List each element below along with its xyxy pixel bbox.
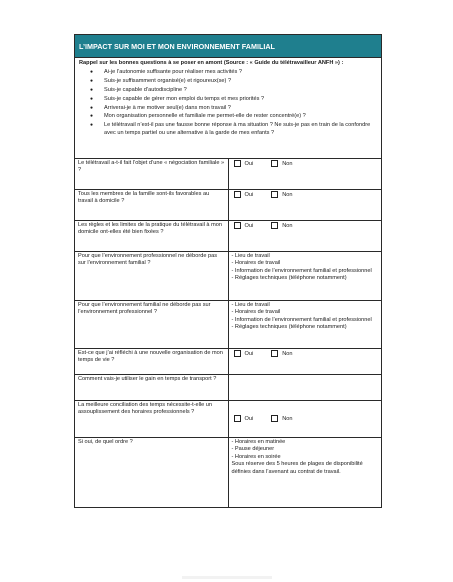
intro-heading: Rappel sur les bonnes questions à se poser en amont (Source : « Guide du télétravailleur ANFH ») : [79,60,344,66]
list-item: - Horaires en matinée [231,439,286,445]
list-item: - Lieu de travail [231,253,270,259]
bullet-text: Mon organisation personnelle et familiale me permet-elle de rester concentré(e) ? [104,113,306,120]
list-item: - Horaires en soirée [231,453,281,460]
question-cell: Si oui, de quel ordre ? [75,438,229,508]
list-item: - Horaires de travail [231,260,281,267]
answer-cell [228,221,382,252]
answer-cell [228,349,382,375]
table-row [75,438,382,508]
question-cell: Tous les membres de la famille sont-ils favorables au travail à domicile ? [75,190,229,221]
yes-label: Oui [244,350,254,357]
answer-list [232,302,379,332]
bullet-icon: ● [90,69,94,76]
bullet-icon: ● [90,95,94,102]
bullet-text: Ai-je l’autonomie suffisante pour réaliser mes activités ? [104,69,242,76]
list-item: - Information de l’environnement familial et professionnel [231,267,372,274]
list-item: - Pause déjeuner [231,446,275,453]
list-item [90,113,377,120]
answer-cell [228,159,382,190]
no-checkbox[interactable] [271,160,278,167]
table-row [75,221,382,252]
list-item [90,105,377,112]
document-page [74,34,382,508]
table-row [75,349,382,375]
list-item: - Lieu de travail [231,302,270,308]
yes-checkbox[interactable] [234,222,241,229]
answer-cell [228,190,382,221]
no-checkbox[interactable] [271,222,278,229]
table-row [75,401,382,438]
list-item: - Réglages techniques (téléphone notamment) [231,324,347,331]
bullet-text: Suis-je suffisamment organisé(e) et rigoureux(se) ? [104,78,232,85]
intro-cell [75,58,382,159]
list-item [90,122,377,137]
yes-checkbox[interactable] [234,415,241,422]
bullet-icon: ● [90,87,94,93]
answer-cell[interactable] [228,375,382,401]
list-item [90,87,377,94]
question-cell: Est-ce que j’ai réfléchi à une nouvelle organisation de mon temps de vie ? [75,349,229,375]
list-item: - Horaires de travail [231,309,281,316]
yes-checkbox[interactable] [234,191,241,198]
yes-label: Oui [244,415,254,422]
question-cell: Comment vais-je utiliser le gain en temps de transport ? [75,375,229,401]
answer-cell [228,438,382,508]
yes-label: Oui [244,222,254,229]
bullet-icon: ● [90,78,94,85]
yes-label: Oui [244,191,254,198]
answer-cell [228,401,382,438]
list-item [90,96,377,103]
question-cell: Pour que l’environnement familial ne déborde pas sur l’environnement professionnel ? [75,301,229,349]
bullet-text: Suis-je capable de gérer mon emploi du temps et mes priorités ? [104,95,265,102]
list-item [90,78,377,85]
list-item: - Réglages techniques (téléphone notamment) [231,275,347,282]
no-checkbox[interactable] [271,191,278,198]
no-label: Non [282,415,293,422]
table-title: L’IMPACT SUR MOI ET MON ENVIRONNEMENT FAMILIAL [75,35,382,58]
question-cell: Le télétravail a-t-il fait l’objet d’une « négociation familiale » ? [75,159,229,190]
answer-cell [228,301,382,349]
availability-note: Sous réserve des 5 heures de plages de disponibilité définies dans l’avenant au contrat de travail. [231,461,363,475]
yes-label: Oui [244,160,254,167]
footer-mark [182,576,272,579]
no-label: Non [282,222,293,229]
bullet-icon: ● [90,104,94,111]
table-row [75,301,382,349]
table-row [75,159,382,190]
no-label: Non [282,191,293,198]
bullet-icon: ● [90,122,94,129]
yes-checkbox[interactable] [234,160,241,167]
no-label: Non [282,350,293,357]
question-cell: Les règles et les limites de la pratique du télétravail à mon domicile ont-elles été bien fixées ? [75,221,229,252]
table-row [75,190,382,221]
impact-table [74,34,382,508]
intro-bullet-list [79,69,377,137]
no-label: Non [282,160,293,167]
bullet-icon: ● [90,113,94,120]
answer-list [232,253,379,283]
bullet-text: Suis-je capable d’autodiscipline ? [104,87,187,93]
bullet-text: Arriverai-je à me motiver seul(e) dans mon travail ? [104,104,231,111]
answer-cell [228,252,382,301]
question-cell: La meilleure conciliation des temps nécessite-t-elle un assouplissement des horaires professionnels ? [75,401,229,438]
list-item: - Information de l’environnement familial et professionnel [231,316,372,323]
no-checkbox[interactable] [271,415,278,422]
no-checkbox[interactable] [271,350,278,357]
yes-checkbox[interactable] [234,350,241,357]
table-row [75,375,382,401]
list-item [90,69,377,76]
question-cell: Pour que l’environnement professionnel ne déborde pas sur l’environnement familial ? [75,252,229,301]
table-row [75,252,382,301]
bullet-text: Le télétravail n’est-il pas une fausse bonne réponse à ma situation ? Ne suis-je pas en train de la confondre avec un temps partiel ou une alternative à la garde de mes enfants ? [104,122,371,136]
answer-list [232,439,379,461]
